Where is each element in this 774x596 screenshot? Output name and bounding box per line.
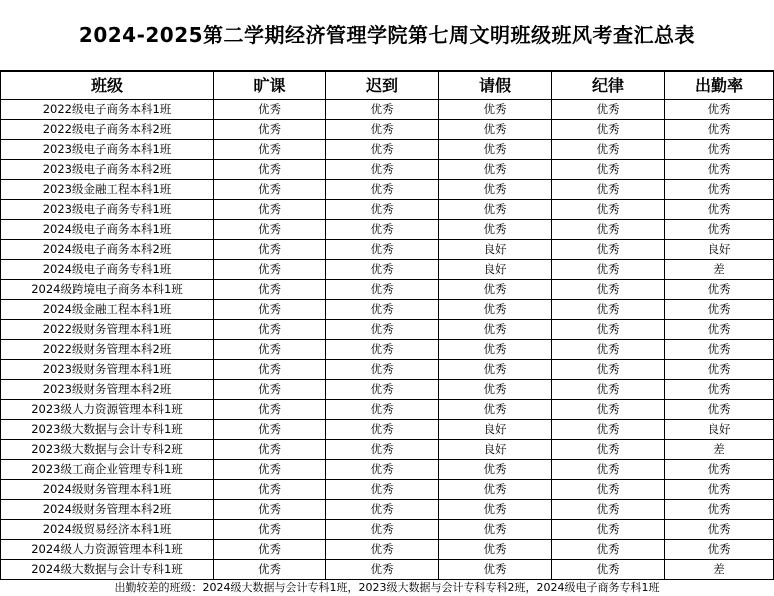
footnote: 出勤较差的班级：2024级大数据与会计专科1班，2023级大数据与会计专科专科2班，2024级电子商务专科1班	[114, 581, 660, 594]
cell-late: 优秀	[326, 400, 439, 420]
cell-leave: 优秀	[439, 480, 552, 500]
cell-class: 2024级财务管理本科2班	[1, 500, 214, 520]
cell-attendance-rate: 优秀	[665, 540, 774, 560]
cell-leave: 优秀	[439, 380, 552, 400]
cell-leave: 良好	[439, 240, 552, 260]
cell-discipline: 优秀	[552, 200, 665, 220]
table-row	[1, 200, 774, 220]
header-discipline: 纪律	[552, 71, 665, 100]
cell-attendance-rate: 优秀	[665, 120, 774, 140]
cell-late: 优秀	[326, 180, 439, 200]
cell-class: 2024级电子商务本科2班	[1, 240, 214, 260]
cell-class: 2024级财务管理本科1班	[1, 480, 214, 500]
cell-attendance-rate: 优秀	[665, 460, 774, 480]
cell-class: 2023级电子商务本科1班	[1, 140, 214, 160]
cell-absence: 优秀	[214, 560, 326, 580]
cell-discipline: 优秀	[552, 500, 665, 520]
table-row	[1, 460, 774, 480]
cell-absence: 优秀	[214, 140, 326, 160]
cell-discipline: 优秀	[552, 240, 665, 260]
cell-leave: 优秀	[439, 180, 552, 200]
table-row	[1, 180, 774, 200]
cell-leave: 优秀	[439, 120, 552, 140]
table-row	[1, 400, 774, 420]
cell-discipline: 优秀	[552, 320, 665, 340]
cell-leave: 优秀	[439, 200, 552, 220]
cell-attendance-rate: 优秀	[665, 320, 774, 340]
cell-class: 2024级电子商务本科1班	[1, 220, 214, 240]
header-leave: 请假	[439, 71, 552, 100]
cell-class: 2023级金融工程本科1班	[1, 180, 214, 200]
cell-attendance-rate: 良好	[665, 420, 774, 440]
cell-discipline: 优秀	[552, 100, 665, 120]
cell-discipline: 优秀	[552, 520, 665, 540]
table-row	[1, 520, 774, 540]
table-row	[1, 440, 774, 460]
table-row	[1, 300, 774, 320]
cell-attendance-rate: 优秀	[665, 180, 774, 200]
table-row	[1, 280, 774, 300]
table-row	[1, 160, 774, 180]
cell-leave: 优秀	[439, 540, 552, 560]
cell-class: 2023级人力资源管理本科1班	[1, 400, 214, 420]
cell-late: 优秀	[326, 160, 439, 180]
cell-leave: 优秀	[439, 520, 552, 540]
cell-late: 优秀	[326, 100, 439, 120]
cell-leave: 优秀	[439, 400, 552, 420]
cell-class: 2022级电子商务本科1班	[1, 100, 214, 120]
cell-class: 2023级电子商务专科1班	[1, 200, 214, 220]
cell-discipline: 优秀	[552, 380, 665, 400]
table-body	[1, 100, 774, 580]
cell-discipline: 优秀	[552, 560, 665, 580]
table-row	[1, 120, 774, 140]
cell-leave: 优秀	[439, 340, 552, 360]
cell-absence: 优秀	[214, 460, 326, 480]
cell-absence: 优秀	[214, 380, 326, 400]
cell-discipline: 优秀	[552, 280, 665, 300]
cell-late: 优秀	[326, 440, 439, 460]
table-row	[1, 480, 774, 500]
cell-class: 2023级财务管理本科2班	[1, 380, 214, 400]
cell-class: 2023级财务管理本科1班	[1, 360, 214, 380]
cell-leave: 良好	[439, 440, 552, 460]
cell-late: 优秀	[326, 140, 439, 160]
table-row	[1, 380, 774, 400]
attendance-table	[0, 70, 774, 580]
cell-late: 优秀	[326, 480, 439, 500]
cell-late: 优秀	[326, 120, 439, 140]
cell-discipline: 优秀	[552, 400, 665, 420]
cell-absence: 优秀	[214, 300, 326, 320]
cell-late: 优秀	[326, 360, 439, 380]
cell-discipline: 优秀	[552, 480, 665, 500]
cell-absence: 优秀	[214, 420, 326, 440]
cell-class: 2023级大数据与会计专科1班	[1, 420, 214, 440]
cell-absence: 优秀	[214, 220, 326, 240]
cell-discipline: 优秀	[552, 260, 665, 280]
header-absence: 旷课	[214, 71, 326, 100]
cell-attendance-rate: 良好	[665, 240, 774, 260]
cell-attendance-rate: 差	[665, 560, 774, 580]
cell-class: 2024级贸易经济本科1班	[1, 520, 214, 540]
table-row	[1, 420, 774, 440]
cell-leave: 优秀	[439, 320, 552, 340]
cell-class: 2024级大数据与会计专科1班	[1, 560, 214, 580]
table-row	[1, 340, 774, 360]
cell-late: 优秀	[326, 540, 439, 560]
table-row	[1, 260, 774, 280]
cell-late: 优秀	[326, 520, 439, 540]
cell-leave: 良好	[439, 260, 552, 280]
cell-discipline: 优秀	[552, 180, 665, 200]
table-row	[1, 540, 774, 560]
cell-class: 2024级电子商务专科1班	[1, 260, 214, 280]
cell-discipline: 优秀	[552, 360, 665, 380]
cell-leave: 优秀	[439, 140, 552, 160]
cell-absence: 优秀	[214, 160, 326, 180]
cell-late: 优秀	[326, 420, 439, 440]
cell-attendance-rate: 优秀	[665, 280, 774, 300]
header-row	[1, 71, 774, 100]
cell-absence: 优秀	[214, 280, 326, 300]
header-late: 迟到	[326, 71, 439, 100]
cell-discipline: 优秀	[552, 540, 665, 560]
cell-attendance-rate: 差	[665, 260, 774, 280]
cell-absence: 优秀	[214, 440, 326, 460]
cell-discipline: 优秀	[552, 420, 665, 440]
cell-class: 2023级工商企业管理专科1班	[1, 460, 214, 480]
cell-class: 2023级大数据与会计专科2班	[1, 440, 214, 460]
table-row	[1, 240, 774, 260]
cell-leave: 优秀	[439, 160, 552, 180]
table-row	[1, 560, 774, 580]
cell-attendance-rate: 优秀	[665, 500, 774, 520]
table-row	[1, 320, 774, 340]
header-attendance-rate: 出勤率	[665, 71, 774, 100]
cell-late: 优秀	[326, 560, 439, 580]
cell-discipline: 优秀	[552, 440, 665, 460]
cell-late: 优秀	[326, 260, 439, 280]
cell-leave: 良好	[439, 420, 552, 440]
cell-discipline: 优秀	[552, 140, 665, 160]
cell-class: 2022级电子商务本科2班	[1, 120, 214, 140]
cell-late: 优秀	[326, 240, 439, 260]
cell-attendance-rate: 优秀	[665, 160, 774, 180]
cell-class: 2024级跨境电子商务本科1班	[1, 280, 214, 300]
cell-absence: 优秀	[214, 500, 326, 520]
cell-class: 2024级人力资源管理本科1班	[1, 540, 214, 560]
cell-late: 优秀	[326, 320, 439, 340]
cell-late: 优秀	[326, 460, 439, 480]
cell-discipline: 优秀	[552, 220, 665, 240]
cell-attendance-rate: 优秀	[665, 220, 774, 240]
cell-attendance-rate: 优秀	[665, 480, 774, 500]
cell-absence: 优秀	[214, 100, 326, 120]
cell-absence: 优秀	[214, 260, 326, 280]
cell-late: 优秀	[326, 380, 439, 400]
cell-class: 2022级财务管理本科2班	[1, 340, 214, 360]
cell-leave: 优秀	[439, 560, 552, 580]
cell-leave: 优秀	[439, 100, 552, 120]
cell-late: 优秀	[326, 500, 439, 520]
cell-late: 优秀	[326, 200, 439, 220]
cell-attendance-rate: 优秀	[665, 340, 774, 360]
table-row	[1, 140, 774, 160]
cell-absence: 优秀	[214, 520, 326, 540]
cell-leave: 优秀	[439, 360, 552, 380]
cell-leave: 优秀	[439, 460, 552, 480]
cell-leave: 优秀	[439, 300, 552, 320]
page-title: 2024-2025第二学期经济管理学院第七周文明班级班风考查汇总表	[78, 23, 696, 47]
cell-late: 优秀	[326, 220, 439, 240]
cell-absence: 优秀	[214, 540, 326, 560]
header-class: 班级	[1, 71, 214, 100]
cell-attendance-rate: 优秀	[665, 360, 774, 380]
cell-absence: 优秀	[214, 240, 326, 260]
cell-absence: 优秀	[214, 360, 326, 380]
cell-discipline: 优秀	[552, 460, 665, 480]
cell-leave: 优秀	[439, 500, 552, 520]
cell-absence: 优秀	[214, 180, 326, 200]
cell-absence: 优秀	[214, 400, 326, 420]
table-row	[1, 360, 774, 380]
cell-attendance-rate: 优秀	[665, 520, 774, 540]
cell-discipline: 优秀	[552, 300, 665, 320]
cell-attendance-rate: 优秀	[665, 200, 774, 220]
cell-discipline: 优秀	[552, 120, 665, 140]
cell-attendance-rate: 优秀	[665, 400, 774, 420]
cell-attendance-rate: 差	[665, 440, 774, 460]
cell-class: 2023级电子商务本科2班	[1, 160, 214, 180]
table-row	[1, 500, 774, 520]
cell-discipline: 优秀	[552, 160, 665, 180]
cell-late: 优秀	[326, 340, 439, 360]
cell-late: 优秀	[326, 280, 439, 300]
cell-late: 优秀	[326, 300, 439, 320]
cell-absence: 优秀	[214, 320, 326, 340]
cell-leave: 优秀	[439, 220, 552, 240]
cell-absence: 优秀	[214, 480, 326, 500]
cell-discipline: 优秀	[552, 340, 665, 360]
cell-attendance-rate: 优秀	[665, 380, 774, 400]
cell-class: 2022级财务管理本科1班	[1, 320, 214, 340]
cell-absence: 优秀	[214, 120, 326, 140]
cell-attendance-rate: 优秀	[665, 300, 774, 320]
table-row	[1, 220, 774, 240]
cell-leave: 优秀	[439, 280, 552, 300]
cell-absence: 优秀	[214, 340, 326, 360]
cell-absence: 优秀	[214, 200, 326, 220]
table-row	[1, 100, 774, 120]
cell-attendance-rate: 优秀	[665, 140, 774, 160]
cell-class: 2024级金融工程本科1班	[1, 300, 214, 320]
cell-attendance-rate: 优秀	[665, 100, 774, 120]
